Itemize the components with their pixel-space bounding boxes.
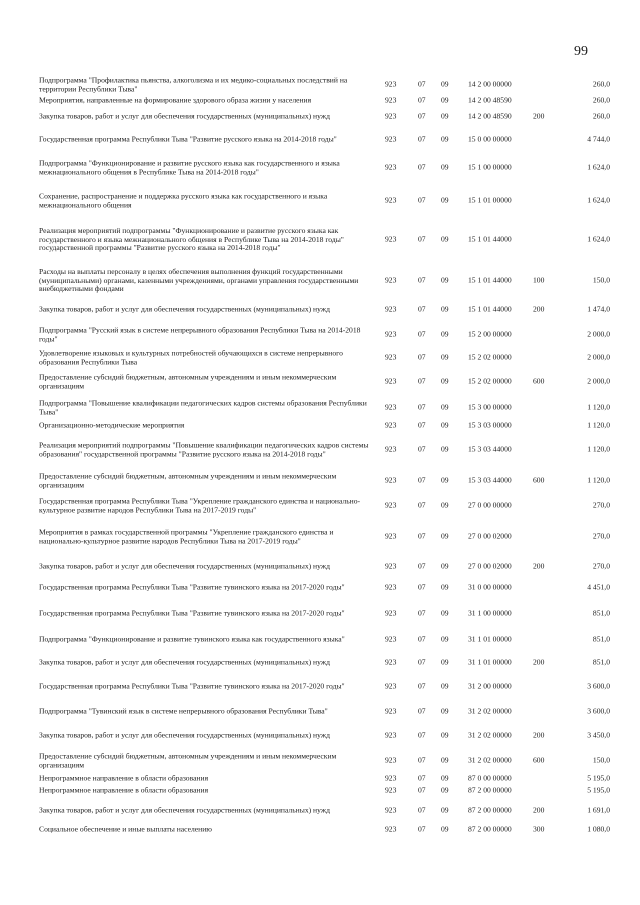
row-pr: 09 — [441, 376, 449, 386]
row-rz: 07 — [418, 582, 426, 592]
table-row — [0, 785, 640, 797]
row-name: Государственная программа Республики Тыва "Развитие тувинского языка на 2017-2020 годы" — [39, 582, 345, 592]
table-row — [0, 677, 640, 697]
row-rz: 07 — [418, 162, 426, 172]
table-row — [0, 657, 640, 669]
row-csr: 31 2 02 00000 — [468, 706, 512, 716]
row-name: Подпрограмма "Повышение квалификации педагогических кадров системы образования Республики Тыва" — [39, 398, 367, 416]
row-rz: 07 — [418, 561, 426, 571]
row-rz: 07 — [418, 234, 426, 244]
row-csr: 15 3 03 00000 — [468, 420, 512, 430]
row-rz: 07 — [418, 376, 426, 386]
row-ved: 923 — [385, 531, 397, 541]
row-sum: 260,0 — [592, 111, 610, 121]
row-ved: 923 — [385, 730, 397, 740]
table-row — [0, 348, 640, 368]
row-pr: 09 — [441, 500, 449, 510]
row-sum: 1 120,0 — [587, 475, 610, 485]
row-name: Предоставление субсидий бюджетным, автономным учреждениям и иным некоммерческим организациям — [39, 372, 337, 390]
row-pr: 09 — [441, 329, 449, 339]
row-vr: 200 — [533, 111, 545, 121]
row-rz: 07 — [418, 420, 426, 430]
row-rz: 07 — [418, 134, 426, 144]
row-sum: 150,0 — [592, 755, 610, 765]
row-pr: 09 — [441, 634, 449, 644]
row-name: Социальное обеспечение и иные выплаты населению — [39, 824, 212, 834]
row-name: Подпрограмма "Русский язык в системе непрерывного образования Республики Тыва на 2014-2018 годы" — [39, 325, 361, 343]
row-vr: 200 — [533, 805, 545, 815]
table-row — [0, 266, 640, 296]
row-name: Удовлетворение языковых и культурных потребностей обучающихся в системе непрерывного образования Республики Тыва — [39, 348, 343, 366]
row-pr: 09 — [441, 234, 449, 244]
row-ved: 923 — [385, 304, 397, 314]
row-pr: 09 — [441, 730, 449, 740]
row-csr: 15 1 00 00000 — [468, 162, 512, 172]
row-pr: 09 — [441, 582, 449, 592]
row-rz: 07 — [418, 657, 426, 667]
table-row — [0, 773, 640, 785]
row-sum: 1 120,0 — [587, 444, 610, 454]
row-rz: 07 — [418, 706, 426, 716]
row-pr: 09 — [441, 706, 449, 716]
row-ved: 923 — [385, 475, 397, 485]
row-pr: 09 — [441, 402, 449, 412]
row-sum: 851,0 — [592, 634, 610, 644]
table-row — [0, 95, 640, 107]
row-rz: 07 — [418, 304, 426, 314]
row-csr: 15 1 01 44000 — [468, 234, 512, 244]
row-name: Государственная программа Республики Тыва "Развитие тувинского языка на 2017-2020 годы" — [39, 681, 345, 691]
row-rz: 07 — [418, 824, 426, 834]
row-name: Государственная программа Республики Тыва "Развитие тувинского языка на 2017-2020 годы" — [39, 608, 345, 618]
row-sum: 851,0 — [592, 608, 610, 618]
row-csr: 87 2 00 00000 — [468, 824, 512, 834]
table-row — [0, 372, 640, 392]
row-rz: 07 — [418, 352, 426, 362]
row-vr: 200 — [533, 657, 545, 667]
row-ved: 923 — [385, 805, 397, 815]
row-rz: 07 — [418, 608, 426, 618]
row-sum: 150,0 — [592, 275, 610, 285]
row-sum: 1 691,0 — [587, 805, 610, 815]
table-row — [0, 578, 640, 598]
row-sum: 1 120,0 — [587, 420, 610, 430]
row-ved: 923 — [385, 681, 397, 691]
row-csr: 87 2 00 00000 — [468, 805, 512, 815]
row-ved: 923 — [385, 134, 397, 144]
row-name: Организационно-методические мероприятия — [39, 420, 185, 430]
row-csr: 15 3 03 44000 — [468, 444, 512, 454]
table-row — [0, 630, 640, 650]
row-name: Государственная программа Республики Тыва "Укрепление гражданского единства и национально-культурное развитие народов Республики Тыва на 2017-2019 годы" — [39, 496, 361, 514]
row-name: Реализация мероприятий подпрограммы "Функционирование и развитие русского языка как государственного и языка межнационального общения в Республике Тыва на 2014-2018 годы" государственной программы "Развитие русского языка на 2014-2018 годы" — [39, 226, 344, 253]
row-ved: 923 — [385, 352, 397, 362]
row-ved: 923 — [385, 773, 397, 783]
table-row — [0, 604, 640, 624]
row-pr: 09 — [441, 79, 449, 89]
row-name: Сохранение, распространение и поддержка русского языка как государственного и языка межнационального общения — [39, 191, 328, 209]
row-name: Закупка товаров, работ и услуг для обеспечения государственных (муниципальных) нужд — [39, 111, 330, 121]
row-ved: 923 — [385, 79, 397, 89]
row-vr: 200 — [533, 730, 545, 740]
row-pr: 09 — [441, 195, 449, 205]
row-rz: 07 — [418, 500, 426, 510]
row-name: Мероприятия, направленные на формирование здорового образа жизни у населения — [39, 95, 312, 105]
table-row — [0, 304, 640, 316]
row-csr: 31 2 02 00000 — [468, 755, 512, 765]
row-ved: 923 — [385, 582, 397, 592]
row-sum: 1 624,0 — [587, 162, 610, 172]
table-row — [0, 158, 640, 178]
row-csr: 15 3 03 44000 — [468, 475, 512, 485]
row-name: Государственная программа Республики Тыва "Развитие русского языка на 2014-2018 годы" — [39, 134, 337, 144]
table-row — [0, 496, 640, 516]
row-sum: 1 474,0 — [587, 304, 610, 314]
row-sum: 270,0 — [592, 500, 610, 510]
row-ved: 923 — [385, 402, 397, 412]
table-row — [0, 527, 640, 547]
row-rz: 07 — [418, 402, 426, 412]
row-csr: 14 2 00 48590 — [468, 111, 512, 121]
row-pr: 09 — [441, 755, 449, 765]
row-csr: 31 2 02 00000 — [468, 730, 512, 740]
row-sum: 3 450,0 — [587, 730, 610, 740]
row-rz: 07 — [418, 634, 426, 644]
row-vr: 600 — [533, 376, 545, 386]
row-sum: 270,0 — [592, 561, 610, 571]
row-pr: 09 — [441, 681, 449, 691]
row-pr: 09 — [441, 444, 449, 454]
row-vr: 100 — [533, 275, 545, 285]
row-ved: 923 — [385, 634, 397, 644]
row-rz: 07 — [418, 444, 426, 454]
row-csr: 27 0 00 02000 — [468, 531, 512, 541]
row-ved: 923 — [385, 608, 397, 618]
row-name: Мероприятия в рамках государственной программы "Укрепление гражданского единства и национально-культурное развитие народов Республики Тыва на 2017-2019 годы" — [39, 527, 334, 545]
row-name: Подпрограмма "Тувинский язык в системе непрерывного образования Республики Тыва" — [39, 706, 328, 716]
row-rz: 07 — [418, 805, 426, 815]
row-ved: 923 — [385, 95, 397, 105]
row-sum: 4 451,0 — [587, 582, 610, 592]
row-pr: 09 — [441, 531, 449, 541]
row-rz: 07 — [418, 79, 426, 89]
row-vr: 600 — [533, 755, 545, 765]
row-sum: 3 600,0 — [587, 706, 610, 716]
row-rz: 07 — [418, 475, 426, 485]
row-pr: 09 — [441, 275, 449, 285]
row-pr: 09 — [441, 805, 449, 815]
table-row — [0, 111, 640, 123]
table-row — [0, 471, 640, 491]
row-rz: 07 — [418, 531, 426, 541]
row-sum: 260,0 — [592, 79, 610, 89]
table-row — [0, 435, 640, 465]
row-csr: 14 2 00 48590 — [468, 95, 512, 105]
table-row — [0, 706, 640, 718]
table-row — [0, 751, 640, 771]
row-ved: 923 — [385, 329, 397, 339]
table-row — [0, 805, 640, 817]
row-pr: 09 — [441, 162, 449, 172]
row-pr: 09 — [441, 420, 449, 430]
row-csr: 15 2 02 00000 — [468, 376, 512, 386]
row-vr: 300 — [533, 824, 545, 834]
row-name: Подпрограмма "Функционирование и развитие русского языка как государственного и языка межнационального общения в Республике Тыва на 2014-2018 годы" — [39, 158, 340, 176]
row-pr: 09 — [441, 475, 449, 485]
row-name: Непрограммное направление в области образования — [39, 785, 209, 795]
row-ved: 923 — [385, 706, 397, 716]
table-row — [0, 730, 640, 742]
row-csr: 15 1 01 44000 — [468, 304, 512, 314]
row-sum: 851,0 — [592, 657, 610, 667]
row-rz: 07 — [418, 195, 426, 205]
row-name: Предоставление субсидий бюджетным, автономным учреждениям и иным некоммерческим организациям — [39, 751, 337, 769]
table-row — [0, 191, 640, 211]
row-rz: 07 — [418, 773, 426, 783]
row-name: Подпрограмма "Функционирование и развитие тувинского языка как государственного языка" — [39, 634, 345, 644]
row-csr: 27 0 00 02000 — [468, 561, 512, 571]
row-vr: 200 — [533, 304, 545, 314]
row-rz: 07 — [418, 681, 426, 691]
row-name: Закупка товаров, работ и услуг для обеспечения государственных (муниципальных) нужд — [39, 657, 330, 667]
row-csr: 31 0 00 00000 — [468, 582, 512, 592]
row-csr: 15 2 02 00000 — [468, 352, 512, 362]
row-csr: 31 1 01 00000 — [468, 634, 512, 644]
row-name: Реализация мероприятий подпрограммы "Повышение квалификации педагогических кадров системы образования" государственной программы "Развитие русского языка на 2014-2018 годы" — [39, 440, 369, 458]
row-name: Закупка товаров, работ и услуг для обеспечения государственных (муниципальных) нужд — [39, 805, 330, 815]
row-pr: 09 — [441, 824, 449, 834]
row-ved: 923 — [385, 376, 397, 386]
row-csr: 15 1 01 00000 — [468, 195, 512, 205]
row-sum: 1 080,0 — [587, 824, 610, 834]
row-rz: 07 — [418, 785, 426, 795]
row-sum: 2 000,0 — [587, 329, 610, 339]
row-csr: 27 0 00 00000 — [468, 500, 512, 510]
row-rz: 07 — [418, 95, 426, 105]
row-name: Подпрограмма "Профилактика пьянства, алкоголизма и их медико-социальных последствий на территории Республики Тыва" — [39, 75, 348, 93]
table-row — [0, 75, 640, 95]
row-sum: 5 195,0 — [587, 785, 610, 795]
row-csr: 15 3 00 00000 — [468, 402, 512, 412]
row-name: Закупка товаров, работ и услуг для обеспечения государственных (муниципальных) нужд — [39, 561, 330, 571]
row-ved: 923 — [385, 755, 397, 765]
row-csr: 31 2 00 00000 — [468, 681, 512, 691]
row-sum: 1 120,0 — [587, 402, 610, 412]
row-csr: 31 1 01 00000 — [468, 657, 512, 667]
row-csr: 15 1 01 44000 — [468, 275, 512, 285]
row-csr: 87 2 00 00000 — [468, 785, 512, 795]
table-row — [0, 398, 640, 418]
row-sum: 4 744,0 — [587, 134, 610, 144]
row-name: Закупка товаров, работ и услуг для обеспечения государственных (муниципальных) нужд — [39, 304, 330, 314]
row-sum: 5 195,0 — [587, 773, 610, 783]
row-sum: 3 600,0 — [587, 681, 610, 691]
table-row — [0, 824, 640, 836]
row-ved: 923 — [385, 275, 397, 285]
row-rz: 07 — [418, 730, 426, 740]
row-sum: 1 624,0 — [587, 234, 610, 244]
row-ved: 923 — [385, 657, 397, 667]
row-ved: 923 — [385, 561, 397, 571]
row-pr: 09 — [441, 561, 449, 571]
row-ved: 923 — [385, 111, 397, 121]
row-pr: 09 — [441, 773, 449, 783]
row-pr: 09 — [441, 785, 449, 795]
row-csr: 87 0 00 00000 — [468, 773, 512, 783]
row-name: Закупка товаров, работ и услуг для обеспечения государственных (муниципальных) нужд — [39, 730, 330, 740]
row-ved: 923 — [385, 234, 397, 244]
table-row — [0, 325, 640, 345]
row-ved: 923 — [385, 824, 397, 834]
row-ved: 923 — [385, 444, 397, 454]
row-sum: 1 624,0 — [587, 195, 610, 205]
row-sum: 270,0 — [592, 531, 610, 541]
table-row — [0, 225, 640, 255]
row-name: Расходы на выплаты персоналу в целях обеспечения выполнения функций государственными (муниципальными) органами, казенными учреждениями, органами управления государственными внебюджетными фондами — [39, 267, 359, 294]
row-name: Предоставление субсидий бюджетным, автономным учреждениям и иным некоммерческим организациям — [39, 471, 337, 489]
row-pr: 09 — [441, 608, 449, 618]
row-ved: 923 — [385, 785, 397, 795]
row-ved: 923 — [385, 420, 397, 430]
row-ved: 923 — [385, 195, 397, 205]
row-csr: 15 2 00 00000 — [468, 329, 512, 339]
row-pr: 09 — [441, 134, 449, 144]
row-csr: 31 1 00 00000 — [468, 608, 512, 618]
row-pr: 09 — [441, 352, 449, 362]
row-name: Непрограммное направление в области образования — [39, 773, 209, 783]
row-pr: 09 — [441, 95, 449, 105]
table-row — [0, 130, 640, 150]
row-rz: 07 — [418, 755, 426, 765]
page-number: 99 — [574, 44, 588, 59]
row-pr: 09 — [441, 111, 449, 121]
row-ved: 923 — [385, 500, 397, 510]
row-rz: 07 — [418, 111, 426, 121]
row-csr: 14 2 00 00000 — [468, 79, 512, 89]
row-sum: 2 000,0 — [587, 352, 610, 362]
row-sum: 260,0 — [592, 95, 610, 105]
table-row — [0, 561, 640, 573]
row-sum: 2 000,0 — [587, 376, 610, 386]
row-rz: 07 — [418, 275, 426, 285]
row-vr: 600 — [533, 475, 545, 485]
row-csr: 15 0 00 00000 — [468, 134, 512, 144]
row-vr: 200 — [533, 561, 545, 571]
row-pr: 09 — [441, 657, 449, 667]
row-pr: 09 — [441, 304, 449, 314]
table-row — [0, 420, 640, 432]
row-rz: 07 — [418, 329, 426, 339]
row-ved: 923 — [385, 162, 397, 172]
